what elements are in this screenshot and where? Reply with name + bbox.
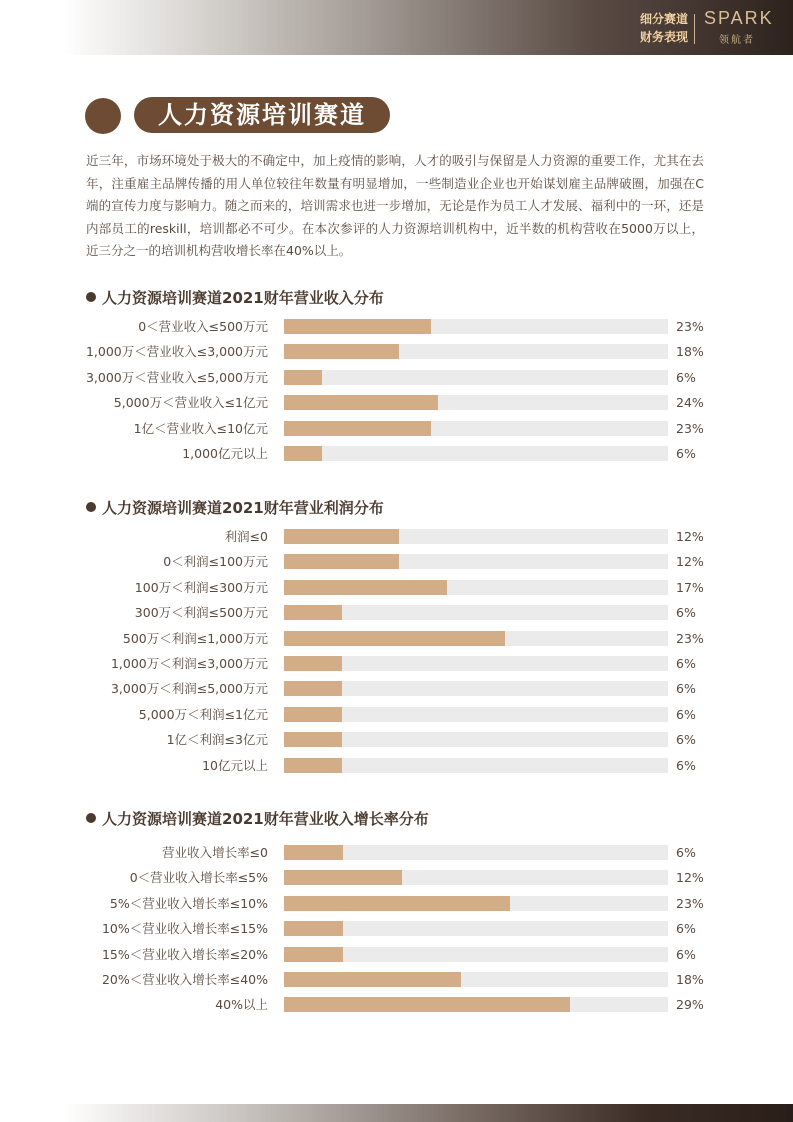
value-label: 12%	[676, 529, 704, 544]
category-label: 10%＜营业收入增长率≤15%	[101, 921, 268, 937]
bar-row	[0, 370, 793, 386]
category-label: 0＜营业收入≤500万元	[138, 319, 268, 334]
header-line-2: 财务表现	[639, 30, 688, 44]
bar	[284, 845, 343, 860]
category-label: 营业收入增长率≤0	[162, 845, 268, 860]
bar	[284, 554, 399, 569]
bar-track	[284, 580, 668, 595]
chart-title-text: 人力资源培训赛道2021财年营业收入分布	[102, 289, 384, 307]
bar-track	[284, 446, 668, 461]
value-label: 23%	[676, 420, 704, 436]
category-label: 1,000万＜利润≤3,000万元	[110, 656, 268, 671]
bar-row	[0, 997, 793, 1013]
chart-title-text: 人力资源培训赛道2021财年营业收入增长率分布	[102, 810, 429, 828]
bar	[284, 656, 342, 671]
value-label: 6%	[676, 706, 696, 722]
category-label: 500万＜利润≤1,000万元	[122, 630, 268, 646]
value-label: 17%	[676, 579, 704, 595]
bar-track	[284, 631, 668, 646]
bar	[284, 580, 447, 595]
bar	[284, 921, 343, 936]
header-line-1: 细分赛道	[639, 12, 688, 26]
bar-track	[284, 370, 668, 385]
value-label: 6%	[676, 369, 696, 385]
bar	[284, 446, 322, 461]
category-label: 1亿＜利润≤3亿元	[166, 732, 268, 748]
bar-row	[0, 605, 793, 621]
value-label: 12%	[676, 870, 704, 886]
category-label: 3,000万＜营业收入≤5,000万元	[85, 369, 268, 385]
bar-track	[284, 554, 668, 569]
bar-track	[284, 921, 668, 936]
bar-row	[0, 554, 793, 570]
value-label: 18%	[676, 344, 704, 360]
bar-track	[284, 529, 668, 544]
value-label: 6%	[676, 757, 696, 773]
bar-row	[0, 921, 793, 937]
category-label: 3,000万＜利润≤5,000万元	[110, 681, 268, 697]
category-label: 5%＜营业收入增长率≤10%	[109, 895, 268, 911]
bar-row	[0, 319, 793, 335]
bar-row	[0, 446, 793, 462]
bar-track	[284, 395, 668, 410]
bar	[284, 681, 342, 696]
bar-track	[284, 656, 668, 671]
bar-row	[0, 732, 793, 748]
category-label: 利润≤0	[224, 529, 268, 544]
bar	[284, 972, 461, 987]
bar-row	[0, 758, 793, 774]
bar-track	[284, 421, 668, 436]
category-label: 40%以上	[215, 997, 268, 1013]
brand-subtitle: 领航者	[719, 35, 755, 46]
category-label: 5,000万＜利润≤1亿元	[138, 706, 268, 722]
bar-track	[284, 870, 668, 885]
bar	[284, 870, 402, 885]
bar-row	[0, 845, 793, 861]
bullet-icon	[86, 813, 96, 823]
bar-track	[284, 758, 668, 773]
bar-row	[0, 681, 793, 697]
header-divider	[694, 14, 695, 44]
bar	[284, 344, 399, 359]
bar	[284, 631, 505, 646]
bar-row	[0, 631, 793, 647]
category-label: 20%＜营业收入增长率≤40%	[101, 972, 268, 987]
category-label: 1,000亿元以上	[182, 446, 268, 461]
bar-track	[284, 972, 668, 987]
bar-track	[284, 344, 668, 359]
bar-row	[0, 344, 793, 360]
bar	[284, 707, 342, 722]
value-label: 23%	[676, 630, 704, 646]
value-label: 23%	[676, 319, 704, 334]
bar-row	[0, 529, 793, 545]
intro-paragraph: 近三年，市场环境处于极大的不确定中，加上疫情的影响，人才的吸引与保留是人力资源的重要工作，尤其在去年，注重雇主品牌传播的用人单位较往年数量有明显增加，一些制造业企业也开始谋划雇主品牌破圈，加强在C端的宣传力度与影响力。随之而来的，培训需求也进一步增加，无论是作为员工人才发展、福利中的一环，还是内部员工的reskill，培训都必不可少。在本次参评的人力资源培训机构中，近半数的机构营收在5000万以上，近三分之一的培训机构营收增长率在40%以上。	[86, 153, 704, 258]
bar-track	[284, 845, 668, 860]
section-title: 人力资源培训赛道	[134, 97, 390, 133]
title-dot-decoration	[85, 98, 121, 134]
category-label: 1,000万＜营业收入≤3,000万元	[85, 344, 268, 360]
value-label: 6%	[676, 732, 696, 748]
value-label: 18%	[676, 972, 704, 987]
footer-bar	[62, 1104, 793, 1122]
value-label: 6%	[676, 681, 696, 697]
value-label: 6%	[676, 845, 696, 860]
bar-track	[284, 947, 668, 962]
category-label: 10亿元以上	[202, 757, 268, 773]
bar-track	[284, 681, 668, 696]
category-label: 1亿＜营业收入≤10亿元	[133, 420, 268, 436]
value-label: 6%	[676, 446, 696, 461]
bar-track	[284, 997, 668, 1012]
chart-title-text: 人力资源培训赛道2021财年营业利润分布	[102, 499, 384, 517]
bar-row	[0, 972, 793, 988]
bar-row	[0, 896, 793, 912]
bar-track	[284, 732, 668, 747]
bar	[284, 605, 342, 620]
chart-title-revenue	[86, 287, 384, 308]
chart-title-growth	[86, 808, 429, 829]
bar	[284, 395, 438, 410]
bar	[284, 947, 343, 962]
bar	[284, 529, 399, 544]
bullet-icon	[86, 292, 96, 302]
bar	[284, 758, 342, 773]
bar	[284, 997, 570, 1012]
category-label: 0＜利润≤100万元	[163, 554, 268, 570]
value-label: 29%	[676, 997, 704, 1013]
bar	[284, 319, 431, 334]
bar-track	[284, 605, 668, 620]
value-label: 6%	[676, 921, 696, 937]
chart-title-profit	[86, 497, 384, 518]
bar-row	[0, 580, 793, 596]
bar	[284, 370, 322, 385]
bar	[284, 732, 342, 747]
category-label: 100万＜利润≤300万元	[134, 579, 268, 595]
value-label: 6%	[676, 946, 696, 962]
category-label: 0＜营业收入增长率≤5%	[129, 870, 268, 886]
value-label: 24%	[676, 395, 704, 411]
bar-row	[0, 421, 793, 437]
category-label: 15%＜营业收入增长率≤20%	[101, 946, 268, 962]
bar	[284, 421, 431, 436]
bar-track	[284, 707, 668, 722]
category-label: 300万＜利润≤500万元	[134, 605, 268, 621]
value-label: 6%	[676, 605, 696, 621]
bar-row	[0, 947, 793, 963]
bar-row	[0, 870, 793, 886]
bullet-icon	[86, 502, 96, 512]
value-label: 12%	[676, 554, 704, 570]
bar-row	[0, 395, 793, 411]
bar-row	[0, 656, 793, 672]
bar	[284, 896, 510, 911]
bar-track	[284, 319, 668, 334]
category-label: 5,000万＜营业收入≤1亿元	[113, 395, 268, 411]
value-label: 6%	[676, 656, 696, 671]
bar-row	[0, 707, 793, 723]
value-label: 23%	[676, 895, 704, 911]
bar-track	[284, 896, 668, 911]
brand-logo: SPARK	[704, 8, 774, 28]
header-section-label	[628, 10, 688, 46]
